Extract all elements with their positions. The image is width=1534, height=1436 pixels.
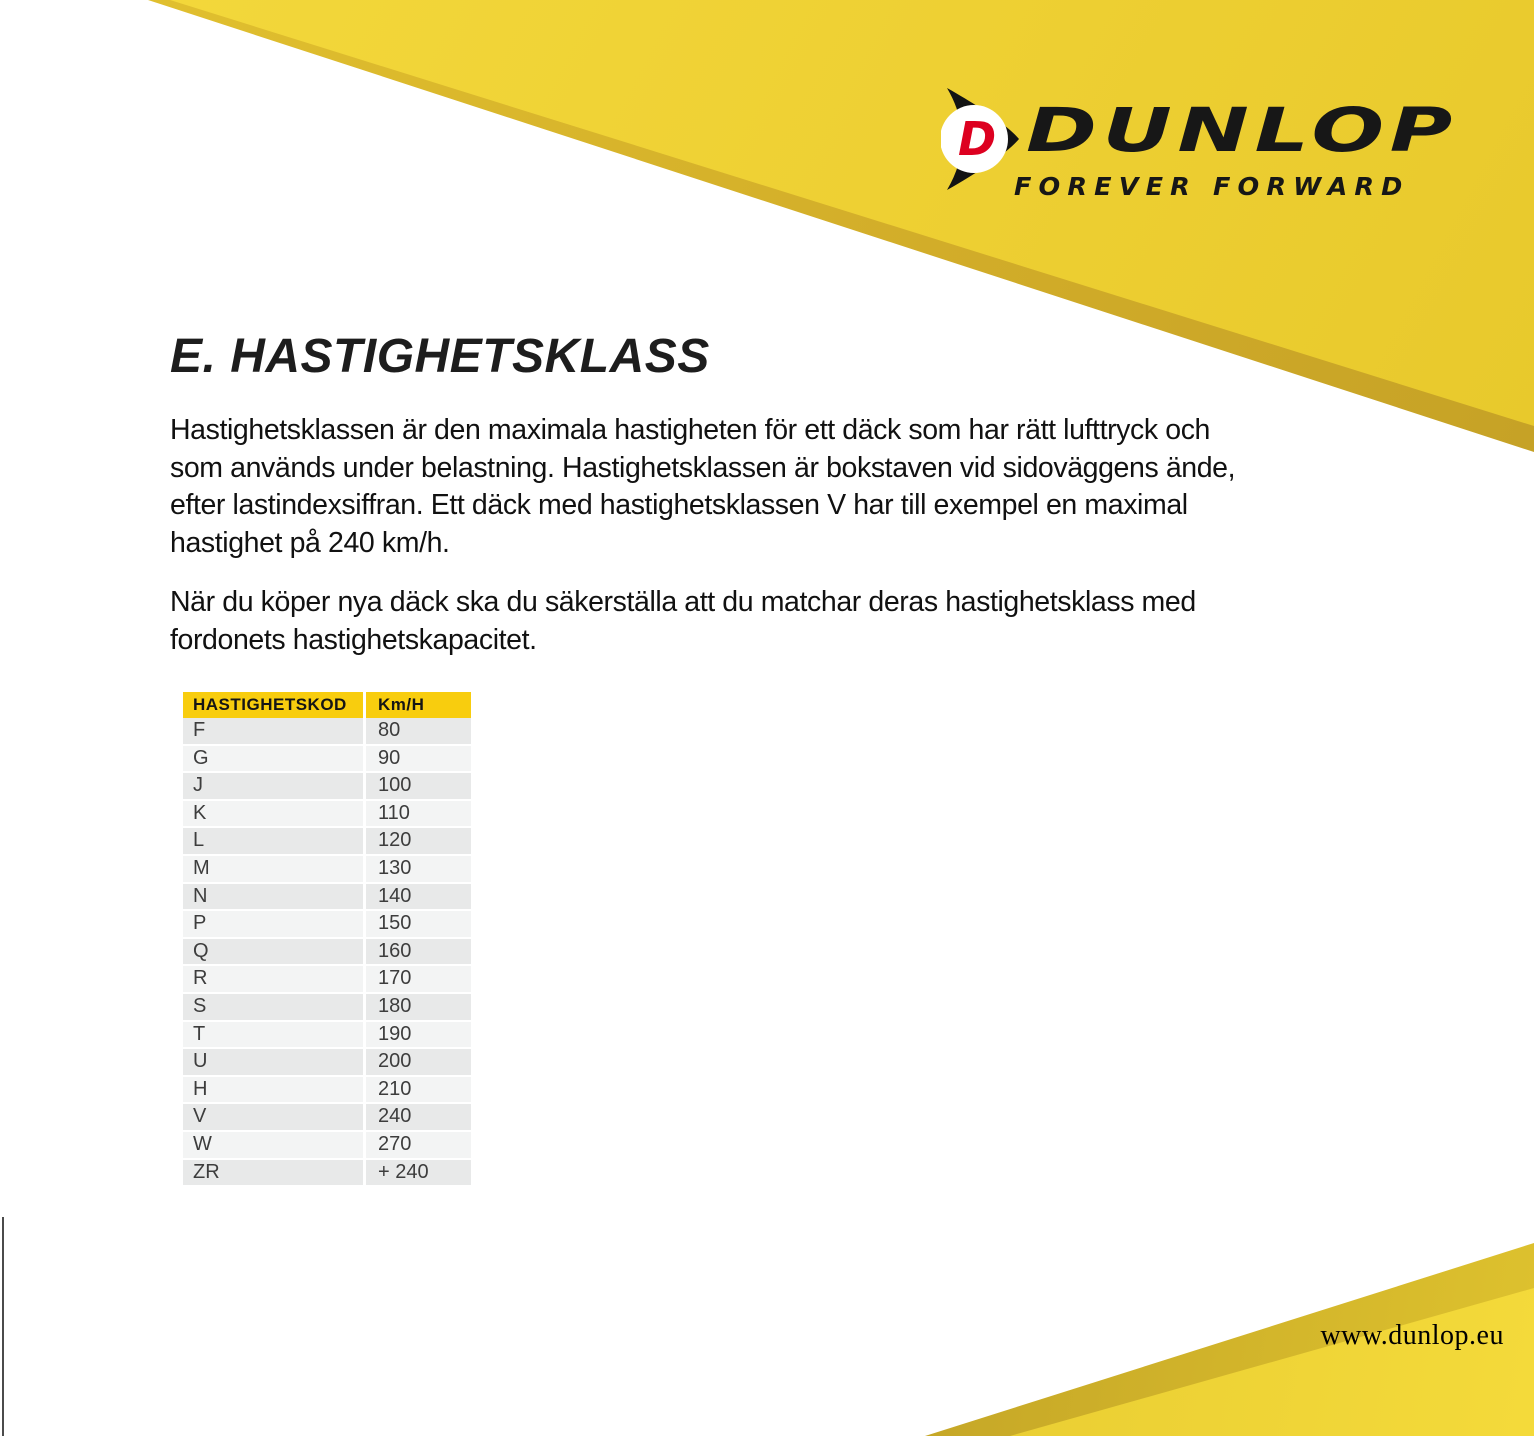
code-cell: U — [193, 1050, 208, 1073]
code-cell: P — [193, 912, 207, 935]
kmh-cell: 180 — [363, 994, 471, 1020]
table-row — [183, 966, 471, 994]
table-row — [183, 994, 471, 1022]
dunlop-d-arrow-icon — [941, 88, 1019, 190]
table-row — [183, 1049, 471, 1077]
kmh-cell: 200 — [363, 1049, 471, 1075]
code-cell: W — [193, 1132, 212, 1155]
kmh-cell: 80 — [363, 718, 471, 744]
code-cell: J — [193, 774, 203, 797]
code-cell: T — [193, 1022, 206, 1045]
kmh-cell: 190 — [363, 1022, 471, 1048]
kmh-cell: 120 — [363, 828, 471, 854]
table-body — [183, 718, 471, 1187]
kmh-cell: 150 — [363, 911, 471, 937]
kmh-cell: 90 — [363, 746, 471, 772]
code-cell: N — [193, 884, 208, 907]
table-row — [183, 856, 471, 884]
logo-d-letter: D — [958, 112, 997, 166]
code-cell: L — [193, 829, 205, 852]
code-cell: F — [193, 719, 206, 741]
kmh-cell: 270 — [363, 1132, 471, 1158]
table-header-code: HASTIGHETSKOD — [193, 695, 347, 714]
code-cell: K — [193, 801, 207, 824]
table-row — [183, 1132, 471, 1160]
code-cell: R — [193, 967, 208, 990]
paragraph-speed-rating — [170, 412, 1235, 562]
page-title: E. HASTIGHETSKLASS — [170, 330, 710, 383]
next-page-left-border — [2, 1217, 4, 1436]
paragraph-buying-advice — [170, 584, 1196, 659]
code-cell: V — [193, 1105, 207, 1128]
table-row — [183, 911, 471, 939]
code-cell: S — [193, 994, 207, 1017]
kmh-cell: 170 — [363, 966, 471, 992]
dunlop-tagline: FOREVER FORWARD — [1014, 172, 1410, 201]
table-row — [183, 884, 471, 912]
table-row — [183, 801, 471, 829]
kmh-cell: 130 — [363, 856, 471, 882]
paragraph-line: När du köper nya däck ska du säkerställa att du matchar deras hastighetsklass med — [170, 586, 1196, 618]
paragraph-line: Hastighetsklassen är den maximala hastigheten för ett däck som har rätt lufttryck och — [170, 414, 1210, 446]
kmh-cell: 210 — [363, 1077, 471, 1103]
code-cell: H — [193, 1077, 208, 1100]
code-cell: G — [193, 746, 209, 769]
kmh-cell: 110 — [363, 801, 471, 827]
paragraph-line: fordonets hastighetskapacitet. — [170, 623, 537, 656]
table-row — [183, 1160, 471, 1188]
table-header-row — [183, 692, 471, 718]
paragraph-line: hastighet på 240 km/h. — [170, 526, 450, 559]
dunlop-wordmark: DUNLOP — [1026, 95, 1458, 166]
table-row — [183, 746, 471, 774]
paragraph-line: efter lastindexsiffran. Ett däck med hastighetsklassen V har till exempel en maximal — [170, 489, 1188, 521]
code-cell: Q — [193, 939, 209, 962]
kmh-cell: 240 — [363, 1104, 471, 1130]
table-row — [183, 939, 471, 967]
table-row — [183, 828, 471, 856]
code-cell: M — [193, 856, 210, 879]
table-row — [183, 773, 471, 801]
table-row — [183, 1077, 471, 1105]
table-row — [183, 1104, 471, 1132]
kmh-cell: 140 — [363, 884, 471, 910]
kmh-cell: + 240 — [363, 1160, 471, 1186]
paragraph-line: som används under belastning. Hastighetsklassen är bokstaven vid sidoväggens ände, — [170, 451, 1236, 484]
table-header-kmh: Km/H — [363, 692, 471, 718]
code-cell: ZR — [193, 1160, 220, 1183]
kmh-cell: 100 — [363, 773, 471, 799]
footer-website-link[interactable]: www.dunlop.eu — [1320, 1320, 1504, 1351]
kmh-cell: 160 — [363, 939, 471, 965]
table-row — [183, 1022, 471, 1050]
speed-rating-table — [183, 692, 471, 1187]
table-row — [183, 718, 471, 746]
